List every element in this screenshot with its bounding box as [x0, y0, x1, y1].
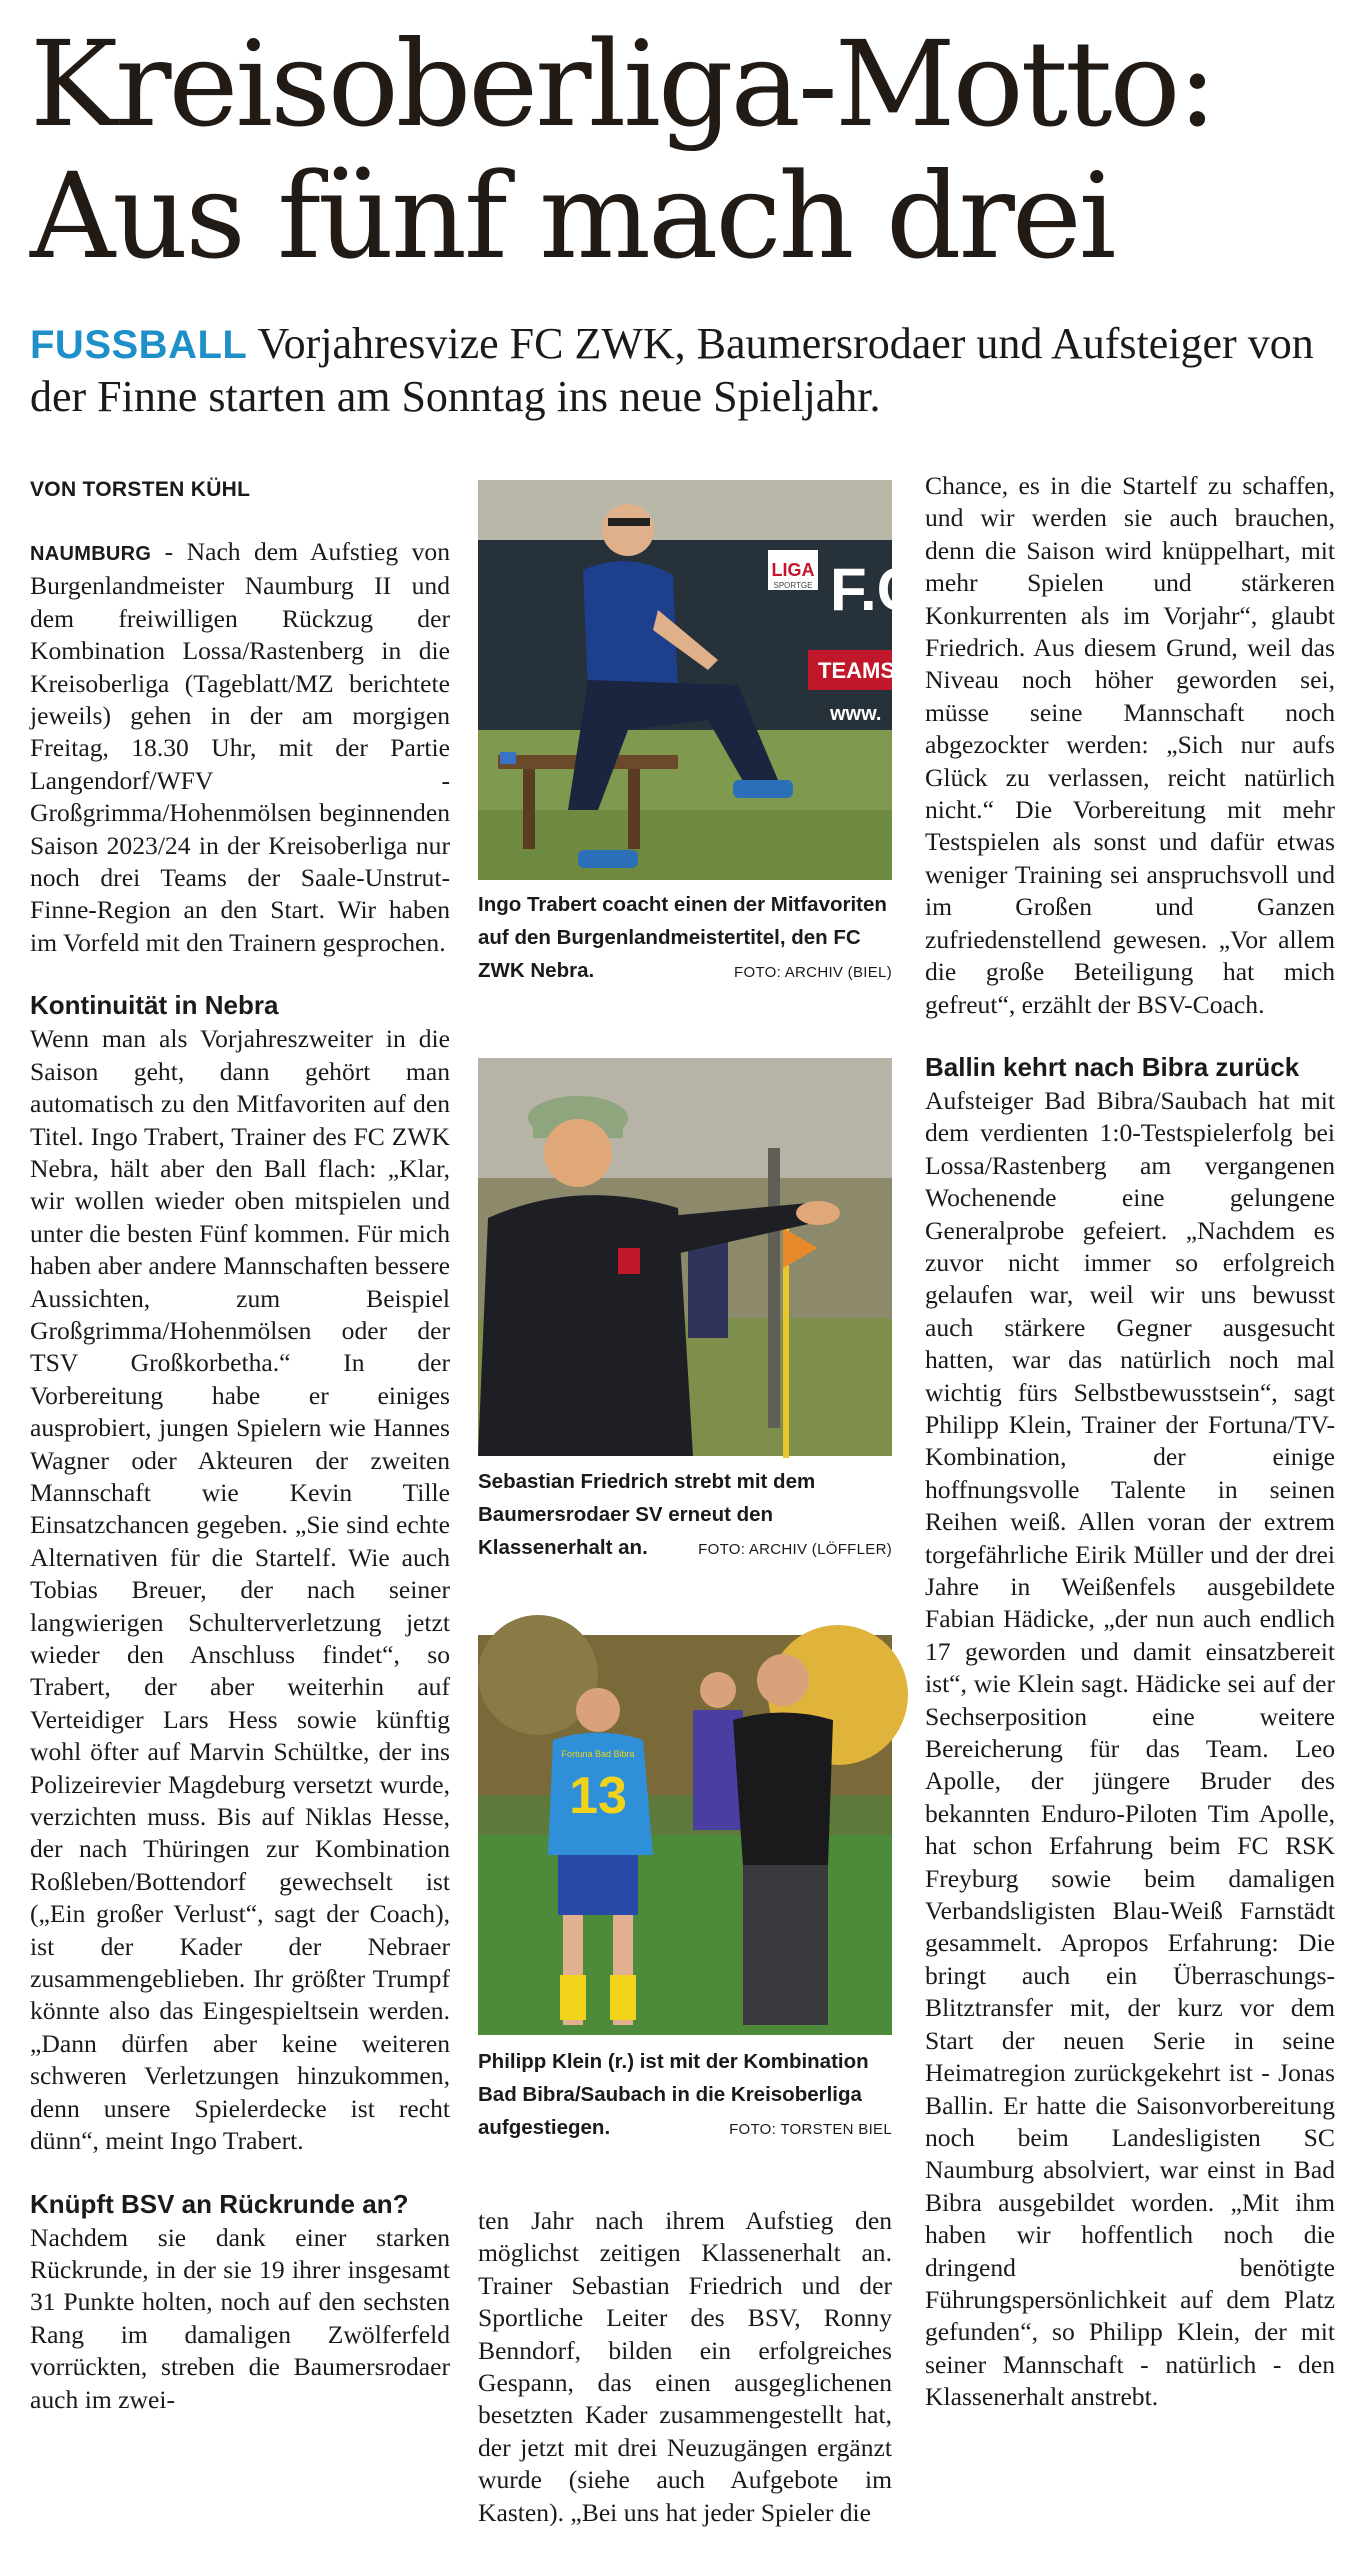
caption-1-text: Ingo Trabert coacht einen der Mitfavoriten auf den Burgenlandmeistertitel, den FC ZWK Nebra. [478, 893, 887, 982]
banner-fcr: F.C.R [830, 556, 980, 623]
body-section-3: Aufsteiger Bad Bibra/Saubach hat mit dem verdienten 1:0-Testspielerfolg bei Lossa/Rastenberg am vergangenen Wochenende eine gelungene Generalprobe gefeiert. „Nachdem es zuvor nicht immer so erfolgreich gelaufen war, weil wir uns bewusst auch stärkere Gegner ausgesucht hatten, war das natürlich noch mal wichtig fürs Selbstbewusstsein“, sagt Philipp Klein, Trainer der Fortuna/TV-Kombination, der einige hoffnungsvolle Talente in seinen Reihen weiß. Allen voran der extrem torgefährliche Eirik Müller und der drei Jahre in Weißenfels ausgebildete Fabian Hädicke, „der nun auch endlich 17 geworden und damit einsatzbereit ist“, wie Klein sagt. Hädicke sei auf der Sechserposition eine weitere Bereicherung für das Team. Leo Apolle, der jüngere Bruder des bekannten Enduro-Piloten Tim Apolle, hat schon Erfahrung beim FC RSK Freyburg sowie beim damaligen Verbandsligisten Blau-Weiß Farnstädt gesammelt. Apropos Erfahrung: Die bringt auch ein Überraschungs-Blitztransfer mit, der kurz vor dem Start der neuen Serie in seine Heimatregion zurückgekehrt ist - Jonas Ballin. Er hatte die Saisonvorbereitung noch beim Landesligisten SC Naumburg absolviert, war einst in Bad Bibra ausgebildet worden. „Mit ihm haben wir hoffentlich noch die dringend benötigte Führungspersönlichkeit auf dem Platz gefunden“, so Philipp Klein, der mit seiner Mannschaft - natürlich - den Klassenerhalt anstrebt. [925, 1085, 1335, 2412]
column-1 [30, 470, 450, 2416]
banner-www: www. [830, 703, 882, 725]
intro-text: - Nach dem Aufstieg von Burgenlandmeister Naumburg II und dem freiwilligen Rückzug der Kombination Lossa/Rastenberg in die Kreisoberliga (Tageblatt/MZ berichtete jeweils) gehen in der am morgigen Freitag, 18.30 Uhr, mit der Partie Langendorf/WFV - Großgrimma/Hohenmölsen beginnenden Saison 2023/24 in der Kreisoberliga nur noch drei Teams der Saale-Unstrut-Finne-Region an den Start. Wir haben im Vorfeld mit den Trainern gesprochen. [30, 537, 450, 957]
subhead-ballin: Ballin kehrt nach Bibra zurück [925, 1051, 1300, 1082]
credit-photo-2: FOTO: ARCHIV (LÖFFLER) [698, 1541, 892, 1558]
subhead-kontinuitaet: Kontinuität in Nebra [30, 990, 279, 1021]
caption-2-text: Sebastian Friedrich strebt mit dem Baumersrodaer SV erneut den Klassenerhalt an. [478, 1470, 816, 1559]
subheadline-block [30, 318, 1330, 423]
jersey-number: 13 [569, 1767, 627, 1825]
headline [30, 15, 1330, 285]
photo-klein [478, 1635, 892, 2035]
credit-photo-3: FOTO: TORSTEN BIEL [729, 2121, 892, 2138]
column-2-text [478, 2205, 892, 2529]
banner-liga-sub: SPORTGE [773, 581, 813, 590]
body-section-2b: ten Jahr nach ihrem Aufstieg den möglichst zeitigen Klassenerhalt an. Trainer Sebastian Friedrich und der Sportliche Leiter des BSV, Ronny Benndorf, bilden ein erfolgreiches Gespann, das einen ausgeglichenen besetzten Kader zusammengestellt hat, der jetzt mit drei Neuzugängen ergänzt wurde (siehe auch Aufgebote im Kasten). „Bei uns hat jeder Spieler die [478, 2206, 892, 2527]
banner-teams: TEAMS [818, 658, 895, 683]
banner-liga: LIGA [771, 560, 815, 580]
body-section-1: Wenn man als Vorjahreszweiter in die Saison geht, dann gehört man automatisch zu den Mitfavoriten auf den Titel. Ingo Trabert, Trainer des FC ZWK Nebra, hält aber den Ball flach: „Klar, wir wollen wieder oben mitspielen und unter die besten Fünf kommen. Für mich haben aber andere Mannschaften bessere Aussichten, zum Beispiel Großgrimma/Hohenmölsen oder der TSV Großkorbetha.“ In der Vorbereitung habe er einiges ausprobiert, jungen Spielern wie Hannes Wagner oder Akteuren der zweiten Mannschaft wie Kevin Tille Einsatzchancen gegeben. „Sie sind echte Alternativen für die Startelf. Wie auch Tobias Breuer, der nach seiner langwierigen Schulterverletzung jetzt wieder den Anschluss findet“, so Trabert, der aber weiterhin auf Verteidiger Lars Hess sowie künftig wohl öfter auf Marvin Schültke, der ins Polizeirevier Magdeburg versetzt wurde, verzichten muss. Bis auf Niklas Hesse, der nach Thüringen zur Kombination Roßleben/Bottendorf gewechselt ist („Ein großer Verlust“, sagt der Coach), ist der Kader der Nebraer zusammengeblieben. Ihr größter Trumpf könnte also das Eingespieltsein werden. „Dann dürfen aber keine weiteren schweren Verletzungen hinzukommen, denn unsere Spielerdecke ist recht dünn“, meint Ingo Trabert. [30, 1024, 450, 2156]
caption-photo-3 [478, 2045, 892, 2146]
body-section-2c: Chance, es in die Startelf zu schaffen, und wir werden sie auch brauchen, denn die Saison wird knüppelhart, mit mehr Spielen und stärkeren Konkurrenten als im Vorjahr“, glaubt Friedrich. Aus diesem Grund, weil das Niveau noch höher geworden sei, müsse seine Mannschaft noch abgezockter werden: „Sich nur aufs Glück zu verlassen, reicht natürlich nicht.“ Die Vorbereitung mit mehr Testspielen als sonst und dafür etwas weniger Training sei anspruchsvoll und im Großen und Ganzen zufriedenstellend gewesen. „Vor allem die große Beteiligung hat mich gefreut“, erzählt der BSV-Coach. [925, 471, 1335, 1019]
headline-line-1: Kreisoberliga-Motto: [30, 15, 1215, 153]
dateline: NAUMBURG [30, 543, 152, 565]
subhead-bsv: Knüpft BSV an Rückrunde an? [30, 2188, 409, 2219]
subheadline: Vorjahresvize FC ZWK, Baumersrodaer und Aufsteiger von der Finne starten am Sonntag ins neue Spieljahr. [30, 319, 1314, 421]
credit-photo-1: FOTO: ARCHIV (BIEL) [734, 964, 892, 981]
intro-paragraph [30, 536, 450, 959]
body-section-2a: Nachdem sie dank einer starken Rückrunde, in der sie 19 ihrer insgesamt 31 Punkte holten, noch auf den sechsten Rang im damaligen Zwölferfeld vorrückten, streben die Baumersrodaer auch im zwei- [30, 2222, 450, 2414]
kicker: FUSSBALL [30, 323, 248, 367]
photo-friedrich [478, 1058, 892, 1456]
byline: VON TORSTEN KÜHL [30, 478, 251, 501]
headline-line-2: Aus fünf mach drei [30, 147, 1114, 285]
photo-trabert [478, 480, 980, 880]
caption-photo-2 [478, 1465, 892, 1566]
caption-photo-1 [478, 888, 892, 989]
jersey-text: Fortuna Bad Bibra [561, 1749, 635, 1759]
caption-3-text: Philipp Klein (r.) ist mit der Kombination Bad Bibra/Saubach in die Kreisoberliga aufgestiegen. [478, 2050, 869, 2139]
column-3 [925, 470, 1335, 2414]
